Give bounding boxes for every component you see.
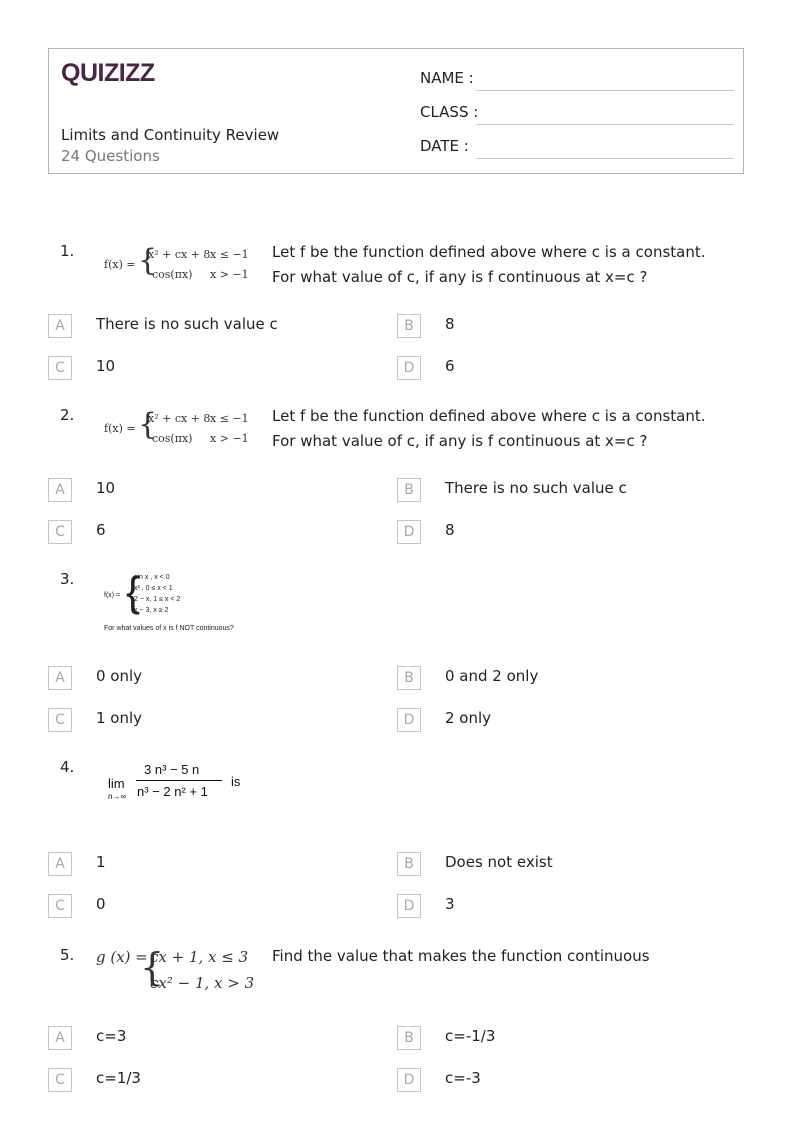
question-number: 3. — [60, 570, 75, 588]
name-field[interactable] — [420, 69, 734, 91]
option-text: 6 — [96, 521, 106, 539]
option-text: 6 — [445, 357, 455, 375]
option-letter: C — [48, 1068, 72, 1092]
piecewise-equation: g (x) = { cx + 1, x ≤ 3 cx² − 1, x > 3 — [96, 945, 255, 992]
question-count: 24 Questions — [61, 147, 160, 165]
piecewise-figure: f(x) = { sin x , x < 0 x² , 0 ≤ x < 1 2 − x, 1 ≤ x < 2 x − 3, x ≥ 2 For what values of x is f NOT continuous? — [104, 568, 234, 632]
question-text: Let f be the function defined above where c is a constant. For what value of c, if any is f continuous at x=c ? — [272, 407, 706, 450]
date-line[interactable] — [476, 158, 734, 159]
piecewise-equation: f(x) = { x² + cx + 8 x ≤ −1 cos(πx) x > −1 — [104, 407, 249, 445]
option-text: There is no such value c — [445, 479, 627, 497]
option-letter: D — [397, 356, 421, 380]
class-field[interactable] — [420, 103, 734, 125]
option-text: 2 only — [445, 709, 492, 727]
option-text: c=-3 — [445, 1069, 481, 1087]
question-number: 4. — [60, 758, 75, 776]
option-text: 0 only — [96, 667, 143, 685]
quizizz-logo: QUIZIZZ — [61, 59, 155, 87]
figure-caption: For what values of x is f NOT continuous? — [104, 625, 234, 632]
option-letter: A — [48, 314, 72, 338]
date-label: DATE : — [420, 137, 469, 155]
piecewise-equation: f(x) = { x² + cx + 8 x ≤ −1 cos(πx) x > −1 — [104, 243, 249, 281]
class-label: CLASS : — [420, 103, 479, 121]
option-text: c=-1/3 — [445, 1027, 496, 1045]
option-letter: B — [397, 478, 421, 502]
option-text: 3 — [445, 895, 455, 913]
question-number: 1. — [60, 242, 75, 260]
limit-expression: lim n→∞ 3 n³ − 5 n n³ − 2 n² + 1 is — [108, 762, 241, 801]
option-letter: C — [48, 520, 72, 544]
option-text: 10 — [96, 479, 116, 497]
option-letter: A — [48, 478, 72, 502]
option-text: 8 — [445, 315, 455, 333]
option-letter: A — [48, 666, 72, 690]
option-letter: D — [397, 1068, 421, 1092]
option-letter: A — [48, 1026, 72, 1050]
option-letter: A — [48, 852, 72, 876]
option-text: 10 — [96, 357, 116, 375]
option-letter: D — [397, 708, 421, 732]
option-text: Does not exist — [445, 853, 553, 871]
option-letter: B — [397, 314, 421, 338]
option-letter: B — [397, 852, 421, 876]
option-text: 0 and 2 only — [445, 667, 539, 685]
option-text: 0 — [96, 895, 106, 913]
option-text: 1 only — [96, 709, 143, 727]
worksheet-header — [48, 48, 744, 174]
option-letter: D — [397, 520, 421, 544]
option-text: c=3 — [96, 1027, 127, 1045]
option-text: There is no such value c — [96, 315, 278, 333]
class-line[interactable] — [476, 124, 734, 125]
option-text: 1 — [96, 853, 106, 871]
option-text: c=1/3 — [96, 1069, 141, 1087]
option-letter: B — [397, 1026, 421, 1050]
name-label: NAME : — [420, 69, 474, 87]
option-letter: C — [48, 356, 72, 380]
option-letter: C — [48, 708, 72, 732]
question-number: 2. — [60, 406, 75, 424]
date-field[interactable] — [420, 137, 734, 159]
question-text: Find the value that makes the function continuous — [272, 947, 650, 965]
question-text: Let f be the function defined above where c is a constant. For what value of c, if any is f continuous at x=c ? — [272, 243, 706, 286]
option-letter: B — [397, 666, 421, 690]
name-line[interactable] — [476, 90, 734, 91]
worksheet-title: Limits and Continuity Review — [61, 126, 280, 144]
question-number: 5. — [60, 946, 75, 964]
option-letter: C — [48, 894, 72, 918]
option-letter: D — [397, 894, 421, 918]
option-text: 8 — [445, 521, 455, 539]
